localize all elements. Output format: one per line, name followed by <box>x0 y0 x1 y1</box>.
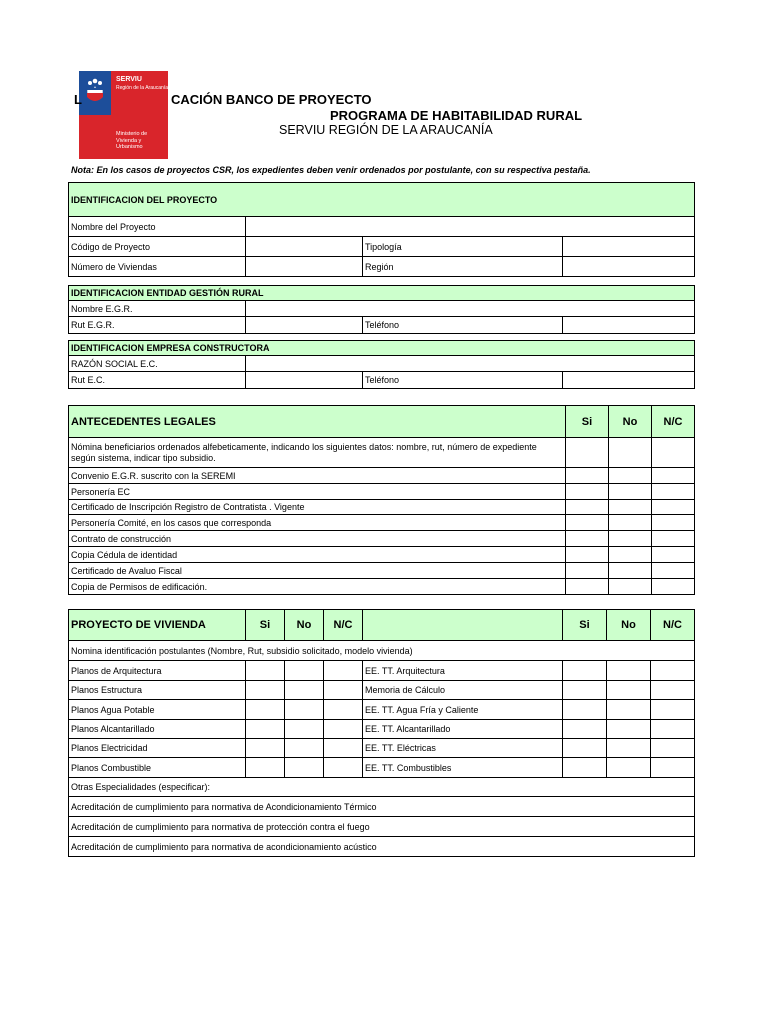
spec-item: EE. TT. Agua Fría y Caliente <box>363 700 563 720</box>
check-si[interactable] <box>566 438 609 468</box>
legal-item: Nómina beneficiarios ordenados alfebeticamente, indicando los siguientes datos: nombre, rut, número de expediente según sistema, indicar tipo subsidio. <box>69 438 566 468</box>
check-si[interactable] <box>563 758 607 778</box>
check-si[interactable] <box>246 700 285 720</box>
check-si[interactable] <box>246 758 285 778</box>
col-nc: N/C <box>324 610 363 641</box>
check-nc[interactable] <box>324 739 363 758</box>
nomina-item: Nomina identificación postulantes (Nombre, Rut, subsidio solicitado, modelo vivienda) <box>69 641 695 661</box>
spec-item: EE. TT. Combustibles <box>363 758 563 778</box>
check-nc[interactable] <box>651 739 695 758</box>
check-si[interactable] <box>566 484 609 500</box>
col-si: Si <box>246 610 285 641</box>
title-prefix: L <box>74 92 82 107</box>
company-phone-field[interactable] <box>563 372 695 389</box>
plan-item: Planos Agua Potable <box>69 700 246 720</box>
legal-item: Copia Cédula de identidad <box>69 547 566 563</box>
check-si[interactable] <box>566 500 609 515</box>
check-no[interactable] <box>609 531 652 547</box>
check-nc[interactable] <box>324 661 363 681</box>
check-no[interactable] <box>607 661 651 681</box>
check-no[interactable] <box>285 700 324 720</box>
legal-item: Personería Comité, en los casos que corresponda <box>69 515 566 531</box>
check-si[interactable] <box>563 720 607 739</box>
field-label: Rut E.G.R. <box>69 317 246 334</box>
plan-item: Planos Combustible <box>69 758 246 778</box>
document-title <box>74 92 372 107</box>
check-nc[interactable] <box>652 468 695 484</box>
accreditation-item: Acreditación de cumplimiento para normativa de acondicionamiento acústico <box>69 837 695 857</box>
check-nc[interactable] <box>651 700 695 720</box>
legal-item: Certificado de Inscripción Registro de Contratista . Vigente <box>69 500 566 515</box>
col-no: No <box>607 610 651 641</box>
check-no[interactable] <box>607 720 651 739</box>
egr-identification-table <box>68 285 695 334</box>
check-no[interactable] <box>285 681 324 700</box>
check-no[interactable] <box>609 438 652 468</box>
check-nc[interactable] <box>652 547 695 563</box>
legal-item: Copia de Permisos de edificación. <box>69 579 566 595</box>
col-si: Si <box>563 610 607 641</box>
check-si[interactable] <box>563 700 607 720</box>
title-suffix: CACIÓN BANCO DE PROYECTO <box>170 92 372 107</box>
section-header: PROYECTO DE VIVIENDA <box>69 610 246 641</box>
housing-project-table <box>68 609 695 857</box>
project-name-field[interactable] <box>246 217 695 237</box>
check-no[interactable] <box>285 758 324 778</box>
field-label: RAZÓN SOCIAL E.C. <box>69 356 246 372</box>
project-code-field[interactable] <box>246 237 363 257</box>
check-nc[interactable] <box>652 438 695 468</box>
spec-item: EE. TT. Arquitectura <box>363 661 563 681</box>
plan-item: Planos Estructura <box>69 681 246 700</box>
legal-item: Contrato de construcción <box>69 531 566 547</box>
section-header: ANTECEDENTES LEGALES <box>69 406 566 438</box>
check-si[interactable] <box>566 579 609 595</box>
check-no[interactable] <box>609 515 652 531</box>
check-si[interactable] <box>566 515 609 531</box>
check-si[interactable] <box>566 468 609 484</box>
col-nc: N/C <box>652 406 695 438</box>
program-title: PROGRAMA DE HABITABILIDAD RURAL <box>330 108 583 123</box>
field-label: Teléfono <box>363 317 563 334</box>
logo-red-band <box>79 115 111 159</box>
check-si[interactable] <box>566 547 609 563</box>
check-si[interactable] <box>563 681 607 700</box>
field-label: Código de Proyecto <box>69 237 246 257</box>
field-label: Tipología <box>363 237 563 257</box>
legal-item: Personería EC <box>69 484 566 500</box>
egr-name-field[interactable] <box>246 301 695 317</box>
check-no[interactable] <box>285 739 324 758</box>
field-label: Región <box>363 257 563 277</box>
check-no[interactable] <box>609 547 652 563</box>
spec-item: EE. TT. Alcantarillado <box>363 720 563 739</box>
region-title: SERVIU REGIÓN DE LA ARAUCANÍA <box>279 123 493 137</box>
check-no[interactable] <box>609 563 652 579</box>
check-no[interactable] <box>609 484 652 500</box>
col-si: Si <box>566 406 609 438</box>
other-specialties-field[interactable]: Otras Especialidades (especificar): <box>69 778 695 797</box>
check-no[interactable] <box>285 661 324 681</box>
logo-flag-strip <box>79 71 111 159</box>
check-nc[interactable] <box>652 500 695 515</box>
field-label: Número de Viviendas <box>69 257 246 277</box>
check-nc[interactable] <box>324 681 363 700</box>
field-label: Rut E.C. <box>69 372 246 389</box>
field-label: Nombre del Proyecto <box>69 217 246 237</box>
check-si[interactable] <box>246 681 285 700</box>
check-nc[interactable] <box>651 758 695 778</box>
logo-text-panel <box>111 71 168 159</box>
check-si[interactable] <box>563 661 607 681</box>
check-nc[interactable] <box>324 720 363 739</box>
check-no[interactable] <box>285 720 324 739</box>
plan-item: Planos Electricidad <box>69 739 246 758</box>
check-nc[interactable] <box>651 661 695 681</box>
check-no[interactable] <box>607 758 651 778</box>
accreditation-item: Acreditación de cumplimiento para normativa de Acondicionamiento Térmico <box>69 797 695 817</box>
check-si[interactable] <box>566 531 609 547</box>
legal-background-table <box>68 405 695 595</box>
egr-rut-field[interactable] <box>246 317 363 334</box>
plan-item: Planos de Arquitectura <box>69 661 246 681</box>
check-nc[interactable] <box>652 531 695 547</box>
check-no[interactable] <box>609 468 652 484</box>
section-header: IDENTIFICACION ENTIDAD GESTIÓN RURAL <box>69 286 695 301</box>
legal-item: Convenio E.G.R. suscrito con la SEREMI <box>69 468 566 484</box>
check-nc[interactable] <box>651 681 695 700</box>
section-header-blank <box>363 610 563 641</box>
check-no[interactable] <box>609 500 652 515</box>
logo-region: Región de la Araucanía <box>116 85 168 91</box>
spec-item: Memoria de Cálculo <box>363 681 563 700</box>
check-nc[interactable] <box>652 515 695 531</box>
project-identification-table <box>68 182 695 277</box>
region-field[interactable] <box>563 257 695 277</box>
housing-count-field[interactable] <box>246 257 363 277</box>
check-nc[interactable] <box>652 579 695 595</box>
check-nc[interactable] <box>652 563 695 579</box>
constructora-identification-table <box>68 340 695 389</box>
check-no[interactable] <box>609 579 652 595</box>
field-label: Teléfono <box>363 372 563 389</box>
typology-field[interactable] <box>563 237 695 257</box>
section-header: IDENTIFICACION EMPRESA CONSTRUCTORA <box>69 341 695 356</box>
check-no[interactable] <box>607 700 651 720</box>
legal-item: Certificado de Avaluo Fiscal <box>69 563 566 579</box>
check-nc[interactable] <box>324 758 363 778</box>
check-si[interactable] <box>566 563 609 579</box>
check-si[interactable] <box>563 739 607 758</box>
section-header: IDENTIFICACION DEL PROYECTO <box>69 183 695 217</box>
check-si[interactable] <box>246 739 285 758</box>
plan-item: Planos Alcantarillado <box>69 720 246 739</box>
note-text: Nota: En los casos de proyectos CSR, los expedientes deben venir ordenados por postulante, con su respectiva pestaña. <box>71 165 591 175</box>
logo-agency: SERVIU <box>116 76 142 83</box>
check-si[interactable] <box>246 661 285 681</box>
accreditation-item: Acreditación de cumplimiento para normativa de protección contra el fuego <box>69 817 695 837</box>
check-si[interactable] <box>246 720 285 739</box>
egr-phone-field[interactable] <box>563 317 695 334</box>
col-no: No <box>609 406 652 438</box>
logo-ministry: Ministerio de Vivienda y Urbanismo <box>116 131 148 150</box>
check-no[interactable] <box>607 681 651 700</box>
check-no[interactable] <box>607 739 651 758</box>
spec-item: EE. TT. Eléctricas <box>363 739 563 758</box>
serviu-logo <box>79 71 168 159</box>
field-label: Nombre E.G.R. <box>69 301 246 317</box>
check-nc[interactable] <box>652 484 695 500</box>
check-nc[interactable] <box>651 720 695 739</box>
col-nc: N/C <box>651 610 695 641</box>
col-no: No <box>285 610 324 641</box>
check-nc[interactable] <box>324 700 363 720</box>
company-name-field[interactable] <box>246 356 695 372</box>
company-rut-field[interactable] <box>246 372 363 389</box>
